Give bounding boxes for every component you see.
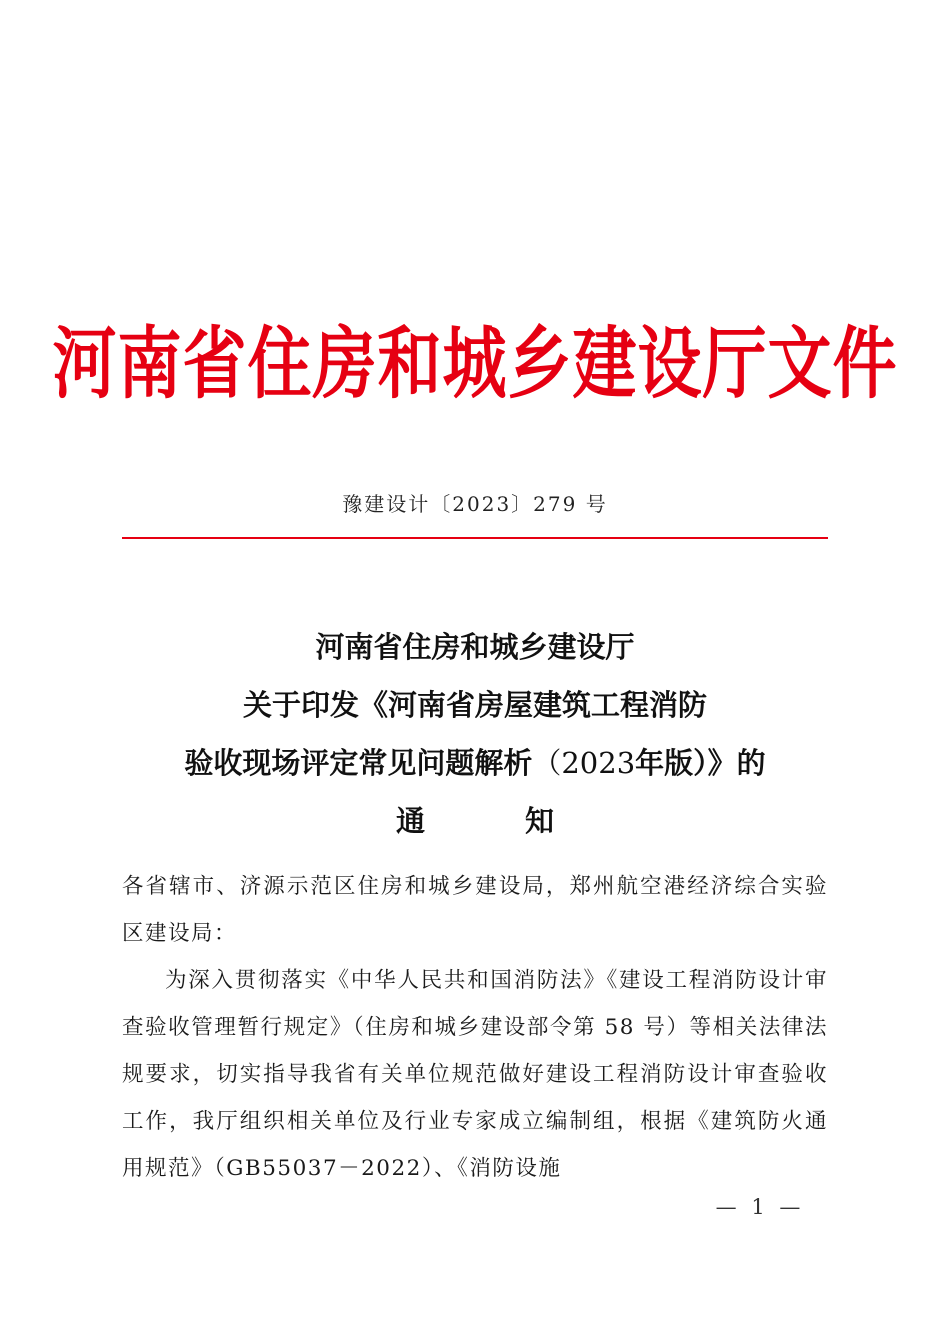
title-line-2: 关于印发《河南省房屋建筑工程消防	[242, 688, 707, 722]
title-line-1: 河南省住房和城乡建设厅	[315, 630, 635, 664]
body-paragraph-1: 为深入贯彻落实《中华人民共和国消防法》《建设工程消防设计审查验收管理暂行规定》（住房和城乡建设部令第 58 号）等相关法律法规要求，切实指导我省有关单位规范做好建设工程消防设计审查验收工作，我厅组织相关单位及行业专家成立编制组，根据《建筑防火通用规范》（GB55037－2022）、《消防设施	[122, 968, 828, 1181]
title-line-3	[80, 734, 870, 792]
document-masthead: 河南省住房和城乡建设厅文件	[52, 319, 898, 411]
title-tong: 通	[395, 804, 425, 838]
title-line-3-year: （2023	[532, 746, 636, 780]
title-line-4	[80, 792, 870, 850]
salutation: 各省辖市、济源示范区住房和城乡建设局，郑州航空港经济综合实验区建设局：	[122, 874, 828, 946]
red-divider	[122, 537, 828, 539]
title-zhi: 知	[525, 804, 555, 838]
page-number: — 1 —	[715, 1195, 805, 1219]
title-line-3-part-c: 年版）》的	[635, 746, 766, 780]
document-title	[80, 618, 870, 850]
document-number: 豫建设计〔2023〕279 号	[342, 492, 608, 516]
document-body	[122, 863, 828, 1192]
title-line-3-part-a: 验收现场评定常见问题解析	[184, 746, 533, 780]
